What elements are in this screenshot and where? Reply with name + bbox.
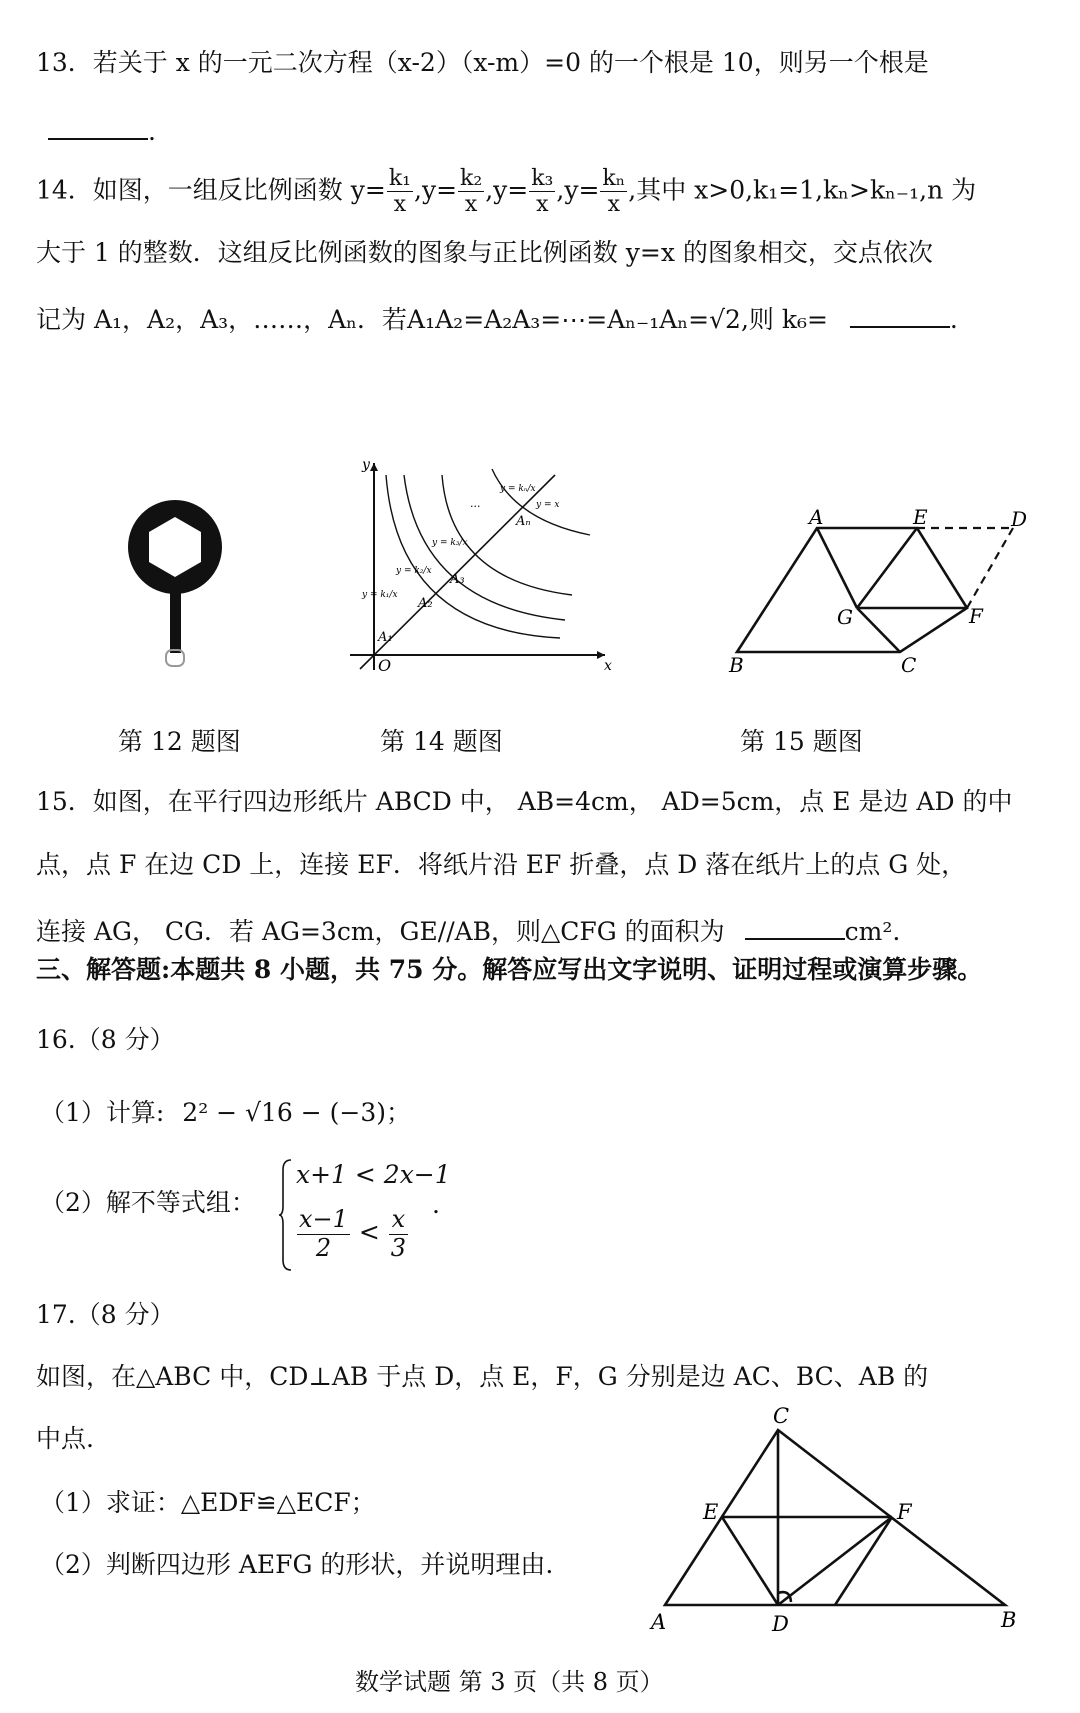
q14-condition: ,其中 x>0,k₁=1,kₙ>kₙ₋₁,n 为: [628, 175, 977, 205]
q15-line2: 点，点 F 在边 CD 上，连接 EF．将纸片沿 EF 折叠，点 D 落在纸片上的点 G 处，: [36, 850, 967, 879]
svg-text:x: x: [604, 658, 612, 674]
svg-text:...: ...: [470, 497, 481, 510]
fraction-x-over-3: $\frac{x}{3}$: [390, 1205, 407, 1262]
figure-14-caption: 第 14 题图: [380, 727, 503, 756]
q14-line2: 大于 1 的整数．这组反比例函数的图象与正比例函数 y=x 的图象相交，交点依次: [36, 238, 933, 267]
q17-line1: 如图，在△ABC 中，CD⊥AB 于点 D，点 E，F，G 分别是边 AC、BC、AB 的: [36, 1362, 929, 1391]
figure-12-caption: 第 12 题图: [118, 727, 241, 756]
q14-line3a: 记为 A₁，A₂，A₃，……，Aₙ．若A₁A₂=A₂A₃=⋯=Aₙ₋₁Aₙ=: [36, 305, 710, 334]
svg-text:y = k₂/x: y = k₂/x: [396, 566, 432, 576]
svg-text:D: D: [1011, 507, 1028, 531]
svg-text:F: F: [969, 604, 983, 628]
inequality-2: [296, 1206, 409, 1262]
q17-heading: 17.（8 分）: [36, 1300, 175, 1329]
inequality-1: x+1 < 2x−1: [296, 1160, 451, 1189]
answer-blank: [745, 912, 845, 940]
svg-text:A₃: A₃: [450, 572, 465, 587]
left-brace: [278, 1158, 292, 1272]
figure-12: [115, 495, 245, 685]
svg-text:A₂: A₂: [418, 596, 433, 611]
q13-answer-line: [48, 112, 156, 147]
sqrt-two: √2: [709, 305, 741, 334]
svg-text:F: F: [897, 1500, 912, 1524]
q14-line1: [36, 166, 976, 218]
q14-sep: ,y=: [556, 175, 600, 205]
less-than: <: [358, 1217, 380, 1247]
svg-text:B: B: [1001, 1608, 1017, 1632]
svg-text:C: C: [901, 653, 917, 677]
fraction-k2-x: $\frac{\text{k₂}}{x}$: [460, 166, 483, 218]
fraction-k3-x: $\frac{\text{k₃}}{x}$: [531, 166, 554, 218]
q17-line2: 中点.: [36, 1424, 94, 1453]
q16-part1-label: （1）计算:: [40, 1098, 165, 1127]
q14-sep: ,y=: [414, 175, 458, 205]
svg-text:y = k₁/x: y = k₁/x: [362, 590, 398, 600]
svg-text:Aₙ: Aₙ: [516, 514, 531, 529]
q15-unit: cm².: [844, 917, 901, 946]
q15-line3: [36, 912, 900, 947]
svg-text:A: A: [651, 1610, 667, 1634]
svg-text:y = k₃/x: y = k₃/x: [432, 538, 468, 548]
q13-line1: 13．若关于 x 的一元二次方程（x-2）（x-m）=0 的一个根是 10，则另一个根是: [36, 48, 929, 77]
q16-part1-expression: 2² − √16 − (−3)；: [182, 1098, 412, 1127]
svg-text:A: A: [809, 505, 824, 529]
svg-text:G: G: [837, 605, 853, 629]
figure-17: [645, 1405, 1035, 1635]
figure-15: [725, 505, 1028, 677]
svg-text:O: O: [378, 656, 392, 675]
fraction-k1-x: $\frac{\text{k₁}}{x}$: [388, 166, 411, 218]
svg-text:y: y: [362, 457, 370, 473]
svg-text:C: C: [773, 1404, 790, 1428]
svg-text:y = x: y = x: [536, 500, 560, 510]
svg-text:y = kₙ/x: y = kₙ/x: [500, 484, 536, 494]
figure-14: [340, 455, 610, 675]
answer-blank: [850, 300, 950, 328]
q14-line3b: ,则 k₆=: [740, 305, 828, 334]
svg-text:A₁: A₁: [378, 630, 393, 645]
q16-period: .: [432, 1190, 440, 1219]
section-3-heading: 三、解答题:本题共 8 小题，共 75 分。解答应写出文字说明、证明过程或演算步骤。: [36, 955, 983, 984]
q14-sep: ,y=: [485, 175, 529, 205]
q14-line3: [36, 300, 958, 335]
q14-prefix: 14．如图，一组反比例函数 y=: [36, 175, 386, 205]
fraction-kn-x: $\frac{\text{kₙ}}{x}$: [602, 166, 626, 218]
q14-period: .: [949, 305, 958, 334]
answer-blank: [48, 112, 148, 140]
svg-text:E: E: [703, 1500, 719, 1524]
q16-part2-label: （2）解不等式组：: [40, 1188, 256, 1217]
q15-line3-text: 连接 AG， CG．若 AG=3cm，GE//AB，则△CFG 的面积为: [36, 917, 725, 946]
svg-text:D: D: [772, 1612, 789, 1636]
q17-part1: （1）求证：△EDF≌△ECF；: [40, 1488, 376, 1517]
q16-heading: 16.（8 分）: [36, 1025, 175, 1054]
svg-text:E: E: [913, 505, 928, 529]
q17-part2: （2）判断四边形 AEFG 的形状，并说明理由.: [40, 1550, 554, 1579]
q16-part1: [40, 1098, 411, 1128]
figure-15-caption: 第 15 题图: [740, 727, 863, 756]
page-footer: 数学试题 第 3 页（共 8 页）: [355, 1668, 664, 1696]
svg-text:B: B: [729, 653, 744, 677]
fraction-x-minus-1-over-2: $\frac{x-1}{2}$: [299, 1205, 348, 1262]
q13-period: .: [148, 117, 156, 146]
q15-line1: 15．如图，在平行四边形纸片 ABCD 中， AB=4cm， AD=5cm，点 E 是边 AD 的中: [36, 787, 1013, 816]
